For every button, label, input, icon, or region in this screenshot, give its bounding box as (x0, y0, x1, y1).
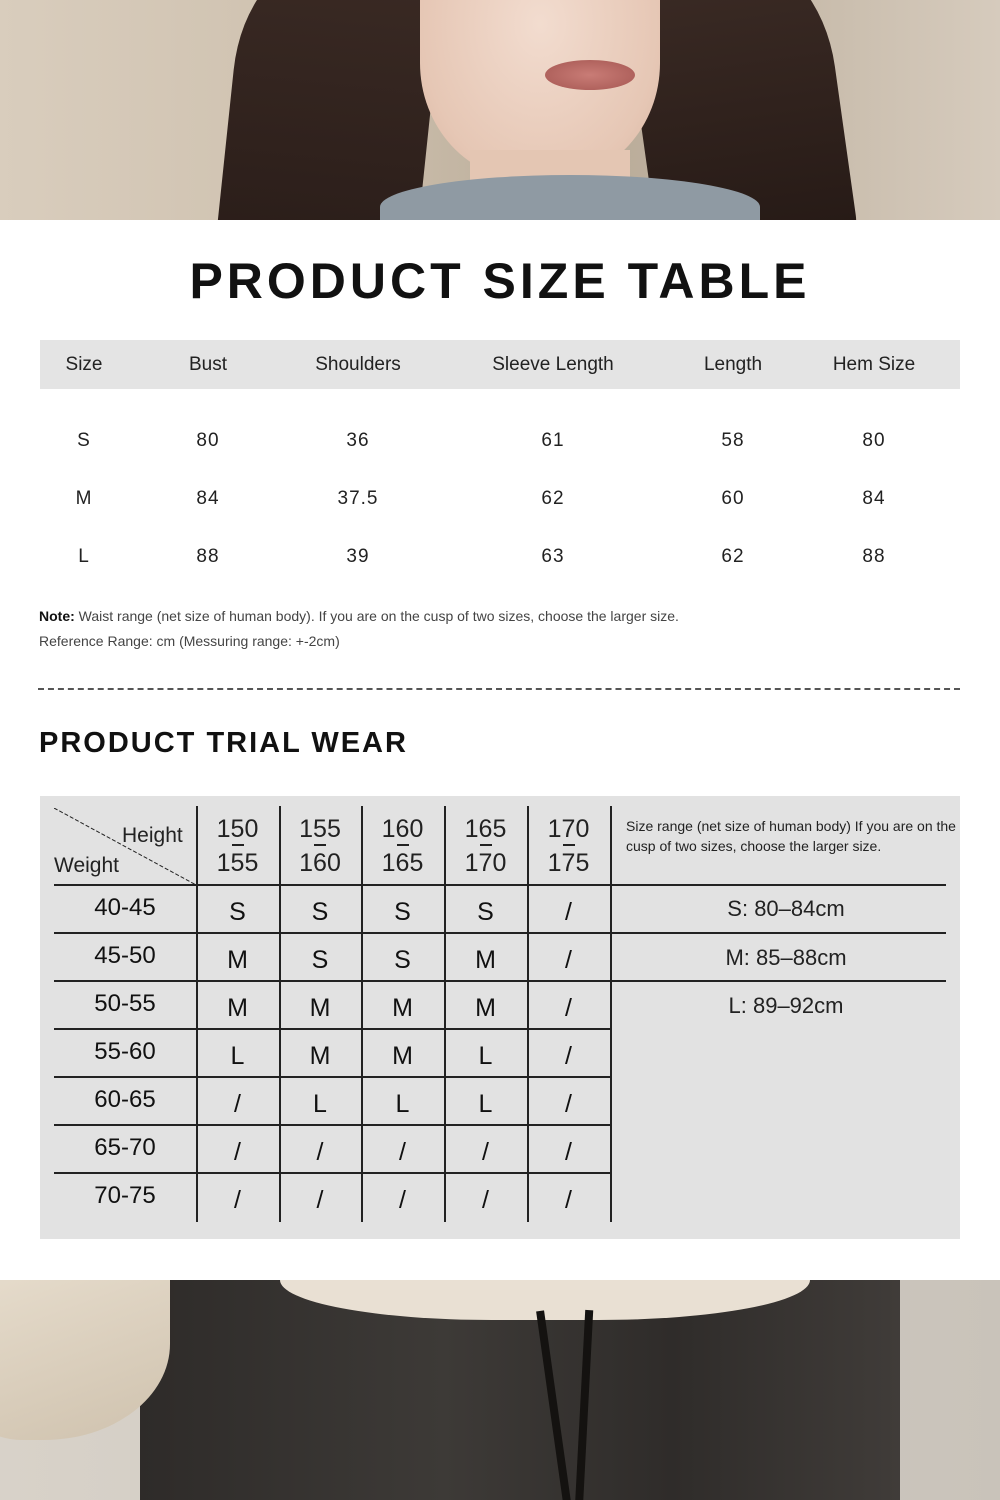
table-row (40, 412, 960, 470)
height-range-bottom: 155 (216, 849, 259, 877)
height-range-bottom: 175 (547, 849, 590, 877)
height-range-top: 170 (547, 815, 590, 843)
trial-wear-title: PRODUCT TRIAL WEAR (39, 727, 408, 759)
size-recommendation-cell: M (227, 945, 248, 974)
weight-range-cell: 40-45 (94, 894, 156, 921)
size-recommendation-cell: / (316, 1137, 324, 1166)
height-range-header (527, 810, 610, 882)
size-recommendation-cell: / (565, 1137, 572, 1166)
cell-sleeve-length: 63 (541, 546, 565, 567)
model-photo-top (0, 0, 1000, 220)
height-range-top: 150 (216, 815, 259, 843)
hair-shape (215, 0, 445, 220)
size-recommendation-cell: S (394, 945, 411, 974)
height-range-top: 165 (464, 815, 507, 843)
size-recommendation-cell: S (229, 897, 246, 926)
size-recommendation-cell: M (392, 1041, 413, 1070)
cell-sleeve-length: 62 (541, 488, 565, 509)
cell-bust: 88 (196, 546, 220, 567)
note-label: Note: (39, 608, 75, 624)
height-range-bottom: 160 (299, 849, 341, 877)
header-bust: Bust (188, 353, 228, 375)
size-recommendation-cell: M (475, 993, 496, 1022)
cell-shoulders: 39 (346, 546, 370, 567)
dashed-divider (38, 688, 960, 690)
weight-range-cell: 65-70 (94, 1134, 156, 1161)
cell-shoulders: 37.5 (337, 488, 379, 509)
size-recommendation-cell: L (313, 1089, 327, 1118)
size-recommendation-cell: / (399, 1185, 406, 1214)
corner-weight-label: Weight (54, 854, 119, 877)
size-recommendation-cell: / (565, 993, 572, 1022)
header-hem-size: Hem Size (832, 353, 916, 375)
cell-hem-size: 84 (862, 488, 886, 509)
size-recommendation-cell: / (565, 945, 572, 974)
height-range-header (196, 810, 279, 882)
height-range-top: 155 (299, 815, 341, 843)
cell-length: 60 (721, 488, 745, 509)
size-recommendation-cell: S (477, 897, 494, 926)
size-recommendation-cell: M (309, 993, 331, 1022)
cell-sleeve-length: 61 (541, 430, 565, 451)
size-recommendation-cell: S (311, 897, 329, 926)
cell-bust: 84 (196, 488, 220, 509)
corner-height-label: Height (122, 824, 183, 847)
size-recommendation-cell: S (394, 897, 411, 926)
header-length: Length (703, 353, 763, 375)
height-range-bottom: 165 (381, 849, 424, 877)
cell-shoulders: 36 (346, 430, 370, 451)
note-text: Waist range (net size of human body). If you are on the cusp of two sizes, choose the larger size. (74, 608, 679, 624)
weight-range-cell: 50-55 (94, 990, 156, 1017)
size-recommendation-cell: / (565, 1185, 572, 1214)
model-photo-bottom (0, 1280, 1000, 1500)
size-recommendation-cell: L (478, 1089, 493, 1118)
size-table-header (40, 340, 960, 389)
height-range-header (361, 810, 444, 882)
size-range-l: L: 89–92cm (728, 993, 844, 1018)
header-shoulders: Shoulders (315, 353, 401, 375)
height-range-header (444, 810, 527, 882)
grid-vertical-line (610, 806, 612, 1222)
size-range-m: M: 85–88cm (725, 945, 847, 970)
size-recommendation-cell: / (565, 1041, 572, 1070)
size-recommendation-cell: / (316, 1185, 324, 1214)
size-recommendation-cell: M (227, 993, 248, 1022)
weight-range-cell: 45-50 (94, 942, 156, 969)
cell-hem-size: 80 (862, 430, 886, 451)
table-row (40, 528, 960, 586)
cell-length: 62 (721, 546, 745, 567)
table-row (40, 470, 960, 528)
weight-range-cell: 70-75 (94, 1182, 156, 1209)
size-recommendation-cell: / (482, 1185, 489, 1214)
size-recommendation-cell: M (475, 945, 496, 974)
size-range-note: Size range (net size of human body) If you are on the cusp of two sizes, choose the larger size. (626, 818, 956, 854)
size-recommendation-cell: M (392, 993, 413, 1022)
size-recommendation-cell: / (399, 1137, 406, 1166)
size-recommendation-cell: / (565, 897, 572, 926)
size-table-title: PRODUCT SIZE TABLE (189, 253, 811, 309)
trial-wear-grid (40, 796, 960, 1239)
size-recommendation-cell: / (234, 1185, 241, 1214)
size-recommendation-cell: L (478, 1041, 493, 1070)
cell-hem-size: 88 (862, 546, 886, 567)
lips-shape (545, 60, 635, 90)
size-recommendation-cell: M (309, 1041, 331, 1070)
weight-range-cell: 55-60 (94, 1038, 156, 1065)
cell-size: M (75, 488, 93, 509)
size-range-s: S: 80–84cm (727, 896, 845, 921)
cell-size: L (78, 546, 90, 567)
cell-length: 58 (721, 430, 745, 451)
size-recommendation-cell: L (230, 1041, 245, 1070)
cell-size: S (77, 430, 91, 451)
header-sleeve-length: Sleeve Length (492, 353, 614, 375)
size-recommendation-cell: / (234, 1089, 241, 1118)
height-range-top: 160 (381, 815, 424, 843)
size-table (40, 340, 960, 586)
height-range-header (279, 810, 361, 882)
header-size: Size (65, 353, 103, 375)
size-recommendation-cell: / (234, 1137, 241, 1166)
size-note (39, 604, 679, 654)
size-recommendation-cell: / (482, 1137, 489, 1166)
reference-range-text: Reference Range: cm (Messuring range: +-2cm) (39, 633, 340, 649)
weight-range-cell: 60-65 (94, 1086, 156, 1113)
height-range-bottom: 170 (464, 849, 507, 877)
cell-bust: 80 (196, 430, 220, 451)
size-recommendation-cell: S (311, 945, 329, 974)
size-recommendation-cell: / (565, 1089, 572, 1118)
size-recommendation-cell: L (395, 1089, 410, 1118)
